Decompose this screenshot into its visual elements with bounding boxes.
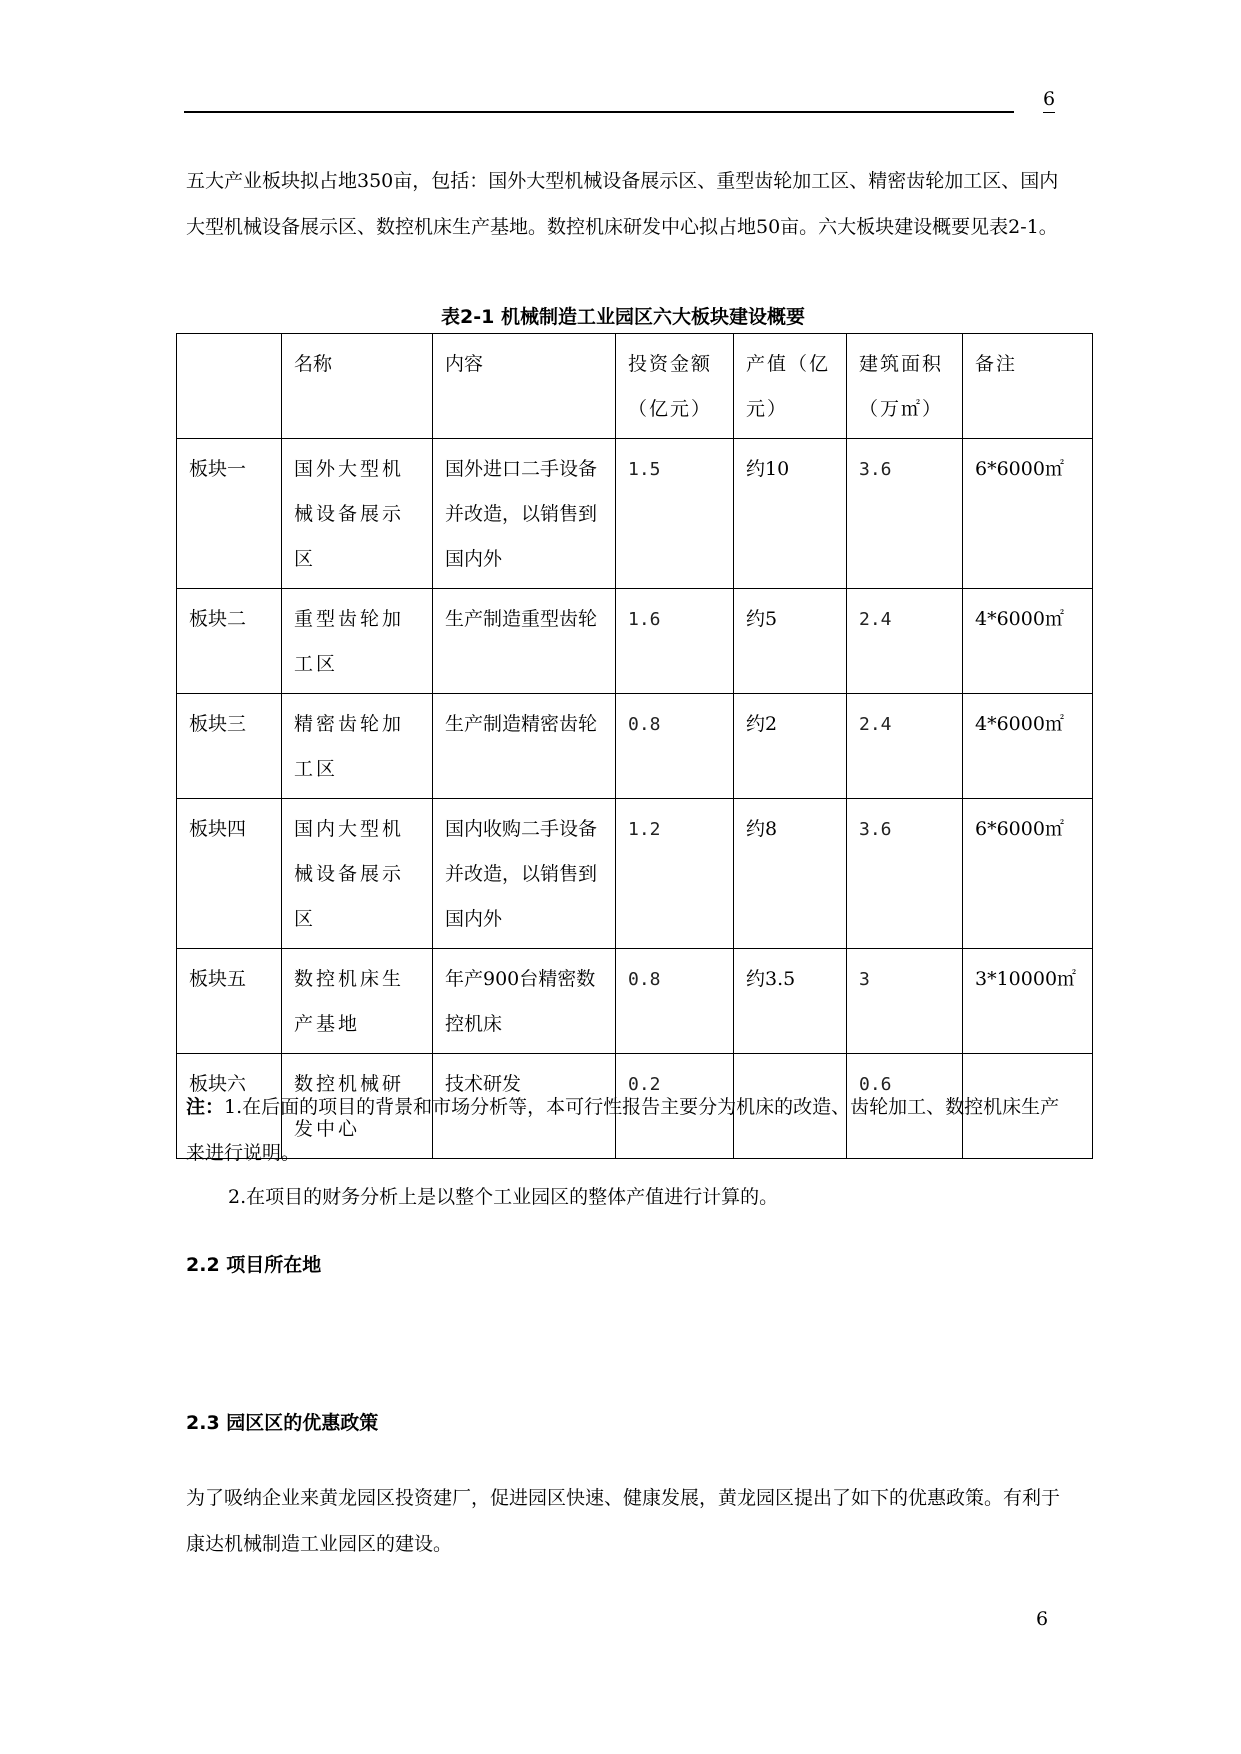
- table-cell: 约10: [734, 439, 847, 589]
- overview-table: [176, 333, 1093, 1159]
- table-cell: 年产900台精密数控机床: [433, 949, 616, 1054]
- table-cell: 约5: [734, 589, 847, 694]
- table-cell: 板块一: [177, 439, 282, 589]
- table-cell: 4*6000㎡: [963, 694, 1093, 799]
- policy-paragraph: 为了吸纳企业来黄龙园区投资建厂，促进园区快速、健康发展，黄龙园区提出了如下的优惠政策。有利于康达机械制造工业园区的建设。: [186, 1487, 1061, 1555]
- table-cell: 板块三: [177, 694, 282, 799]
- table-cell: 6*6000㎡: [963, 799, 1093, 949]
- table-row: [177, 439, 1093, 589]
- table-header-cell: 建筑面积（万㎡）: [847, 334, 963, 439]
- table-cell: 0.8: [616, 949, 734, 1054]
- note-label: 注：: [186, 1096, 225, 1118]
- table-cell: 生产制造精密齿轮: [433, 694, 616, 799]
- table-cell: 2.4: [847, 694, 963, 799]
- table-cell: 数控机械研发中心: [282, 1054, 433, 1159]
- table-caption: 表2-1 机械制造工业园区六大板块建设概要: [441, 306, 805, 328]
- note-item-1: 1.在后面的项目的背景和市场分析等，本可行性报告主要分为机床的改造、齿轮加工、数控机床生产来进行说明。: [186, 1096, 1060, 1164]
- table-header-cell: 投资金额（亿元）: [616, 334, 734, 439]
- table-cell: 约2: [734, 694, 847, 799]
- table-cell: 国外进口二手设备并改造，以销售到国内外: [433, 439, 616, 589]
- table-cell: 1.5: [616, 439, 734, 589]
- table-header-cell: 产值（亿元）: [734, 334, 847, 439]
- table-cell: 数控机床生产基地: [282, 949, 433, 1054]
- header-rule: [184, 111, 1014, 113]
- table-cell: 约8: [734, 799, 847, 949]
- table-cell: 国内收购二手设备并改造，以销售到国内外: [433, 799, 616, 949]
- table-row: [177, 589, 1093, 694]
- table-header-cell: 备注: [963, 334, 1093, 439]
- table-cell: 3.6: [847, 799, 963, 949]
- section-heading-2-2: 2.2 项目所在地: [186, 1254, 322, 1276]
- table-cell: 1.2: [616, 799, 734, 949]
- table-cell: 国外大型机械设备展示区: [282, 439, 433, 589]
- table-row: [177, 949, 1093, 1054]
- table-cell: 3*10000㎡: [963, 949, 1093, 1054]
- table-cell: 0.6: [847, 1054, 963, 1159]
- table-cell: 4*6000㎡: [963, 589, 1093, 694]
- table-cell: 重型齿轮加工区: [282, 589, 433, 694]
- table-header-row: [177, 334, 1093, 439]
- table-cell: 生产制造重型齿轮: [433, 589, 616, 694]
- table-row: [177, 799, 1093, 949]
- note-1: [186, 1084, 1066, 1176]
- table-cell: 2.4: [847, 589, 963, 694]
- intro-paragraph: 五大产业板块拟占地350亩，包括：国外大型机械设备展示区、重型齿轮加工区、精密齿轮加工区、国内大型机械设备展示区、数控机床生产基地。数控机床研发中心拟占地50亩。六大板块建设概要见表2-1。: [186, 170, 1059, 238]
- table-cell: 1.6: [616, 589, 734, 694]
- table-header-cell: 名称: [282, 334, 433, 439]
- table-cell: 3.6: [847, 439, 963, 589]
- table-cell: 约3.5: [734, 949, 847, 1054]
- table-cell: 3: [847, 949, 963, 1054]
- table-cell: 板块二: [177, 589, 282, 694]
- note-item-2: 2.在项目的财务分析上是以整个工业园区的整体产值进行计算的。: [228, 1186, 779, 1208]
- table-cell: 国内大型机械设备展示区: [282, 799, 433, 949]
- section-heading-2-3: 2.3 园区区的优惠政策: [186, 1412, 379, 1434]
- table-cell: 技术研发: [433, 1054, 616, 1159]
- table-cell: 板块六: [177, 1054, 282, 1159]
- table-row: [177, 694, 1093, 799]
- header-page-number: 6: [1043, 88, 1056, 110]
- table-cell: 0.2: [616, 1054, 734, 1159]
- table-cell: 精密齿轮加工区: [282, 694, 433, 799]
- table-cell: 板块五: [177, 949, 282, 1054]
- table-cell: 0.8: [616, 694, 734, 799]
- footer-page-number: 6: [1036, 1608, 1049, 1630]
- table-cell: 6*6000㎡: [963, 439, 1093, 589]
- table-header-cell: 内容: [433, 334, 616, 439]
- table-cell: 板块四: [177, 799, 282, 949]
- table-header-cell: [177, 334, 282, 439]
